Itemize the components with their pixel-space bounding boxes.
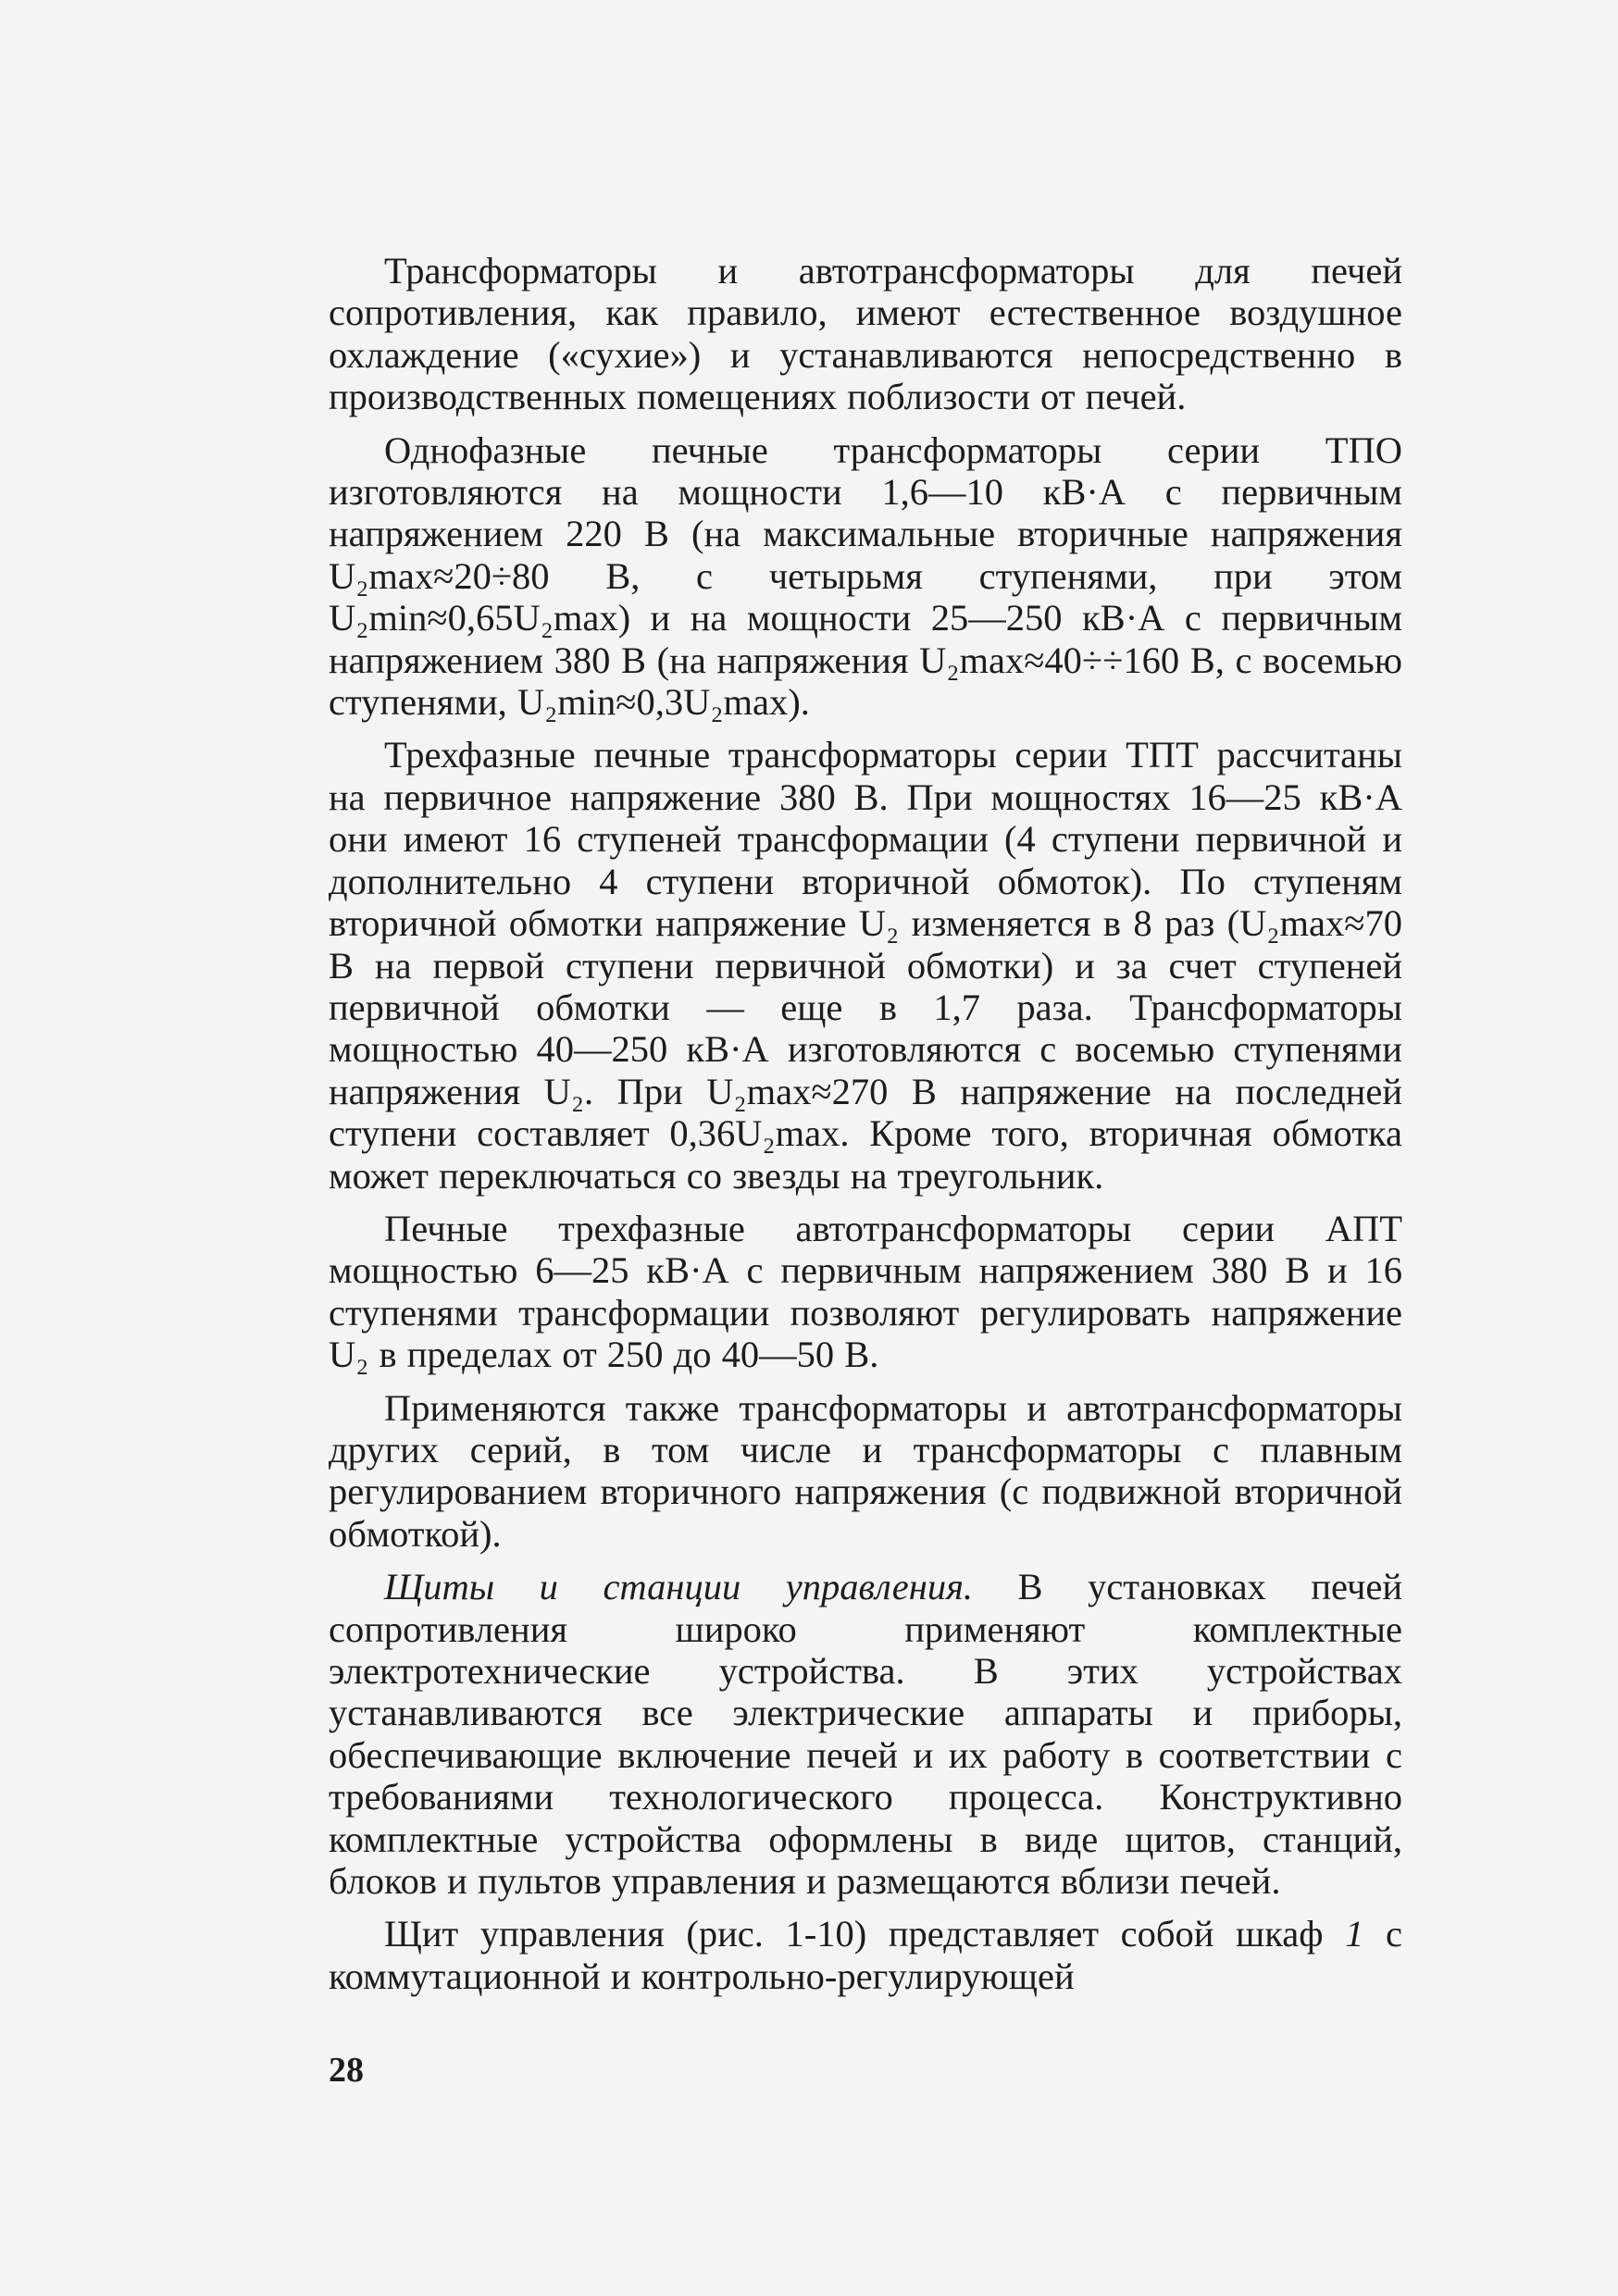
- figure-reference-number: 1: [1345, 1913, 1364, 1955]
- paragraph-other-series: Применяются также трансформаторы и автотрансформаторы других серий, в том числе и трансформаторы с плавным регулированием вторичного напряжения (с подвижной вторичной обмоткой).: [329, 1386, 1402, 1555]
- paragraph-control-panels-text: В установках печей сопротивления широко применяют комплектные электротехнические устройства. В этих устройствах устанавливаются все электрические аппараты и приборы, обеспечивающие включение печей и их работу в соответствии с требованиями технологического процесса. Конструктивно комплектные устройства оформлены в виде щитов, станций, блоков и пультов управления и размещаются вблизи печей.: [329, 1566, 1402, 1903]
- page-number: 28: [329, 2051, 364, 2090]
- paragraph-tpt-series: Трехфазные печные трансформаторы серии ТПТ рассчитаны на первичное напряжение 380 В. При мощностях 16—25 кВ·А они имеют 16 ступеней трансформации (4 ступени первичной и дополнительно 4 ступени вторичной обмоток). По ступеням вторичной обмотки напряжение U₂ изменяется в 8 раз (U₂max≈70 В на первой ступени первичной обмотки) и за счет ступеней первичной обмотки — еще в 1,7 раза. Трансформаторы мощностью 40—250 кВ·А изготовляются с восемью ступенями напряжения U₂. При U₂max≈270 В напряжение на последней ступени составляет 0,36U₂max. Кроме того, вторичная обмотка может переключаться со звезды на треугольник.: [329, 734, 1402, 1197]
- paragraph-tpo-series: Однофазные печные трансформаторы серии ТПО изготовляются на мощности 1,6—10 кВ·А с первичным напряжением 220 В (на максимальные вторичные напряжения U₂max≈20÷80 В, с четырьмя ступенями, при этом U₂min≈0,65U₂max) и на мощности 25—250 кВ·А с первичным напряжением 380 В (на напряжения U₂max≈40÷÷160 В, с восемью ступенями, U₂min≈0,3U₂max).: [329, 428, 1402, 724]
- paragraph-control-cabinet-text-before: Щит управления (рис. 1-10) представляет собой шкаф: [384, 1913, 1346, 1955]
- paragraph-apt-series: Печные трехфазные автотрансформаторы серии АПТ мощностью 6—25 кВ·А с первичным напряжением 380 В и 16 ступенями трансформации позволяют регулировать напряжение U₂ в пределах от 250 до 40—50 В.: [329, 1207, 1402, 1376]
- page-body: [329, 250, 1402, 1997]
- paragraph-control-cabinet: [329, 1913, 1402, 1997]
- paragraph-control-panels: [329, 1566, 1402, 1902]
- section-lead-heading: Щиты и станции управления.: [384, 1566, 974, 1608]
- paragraph-transformers-intro: Трансформаторы и автотрансформаторы для печей сопротивления, как правило, имеют естественное воздушное охлаждение («сухие») и устанавливаются непосредственно в производственных помещениях поблизости от печей.: [329, 250, 1402, 418]
- paragraph-control-cabinet-text-after: с коммутационной и контрольно-регулирующей: [329, 1913, 1402, 1997]
